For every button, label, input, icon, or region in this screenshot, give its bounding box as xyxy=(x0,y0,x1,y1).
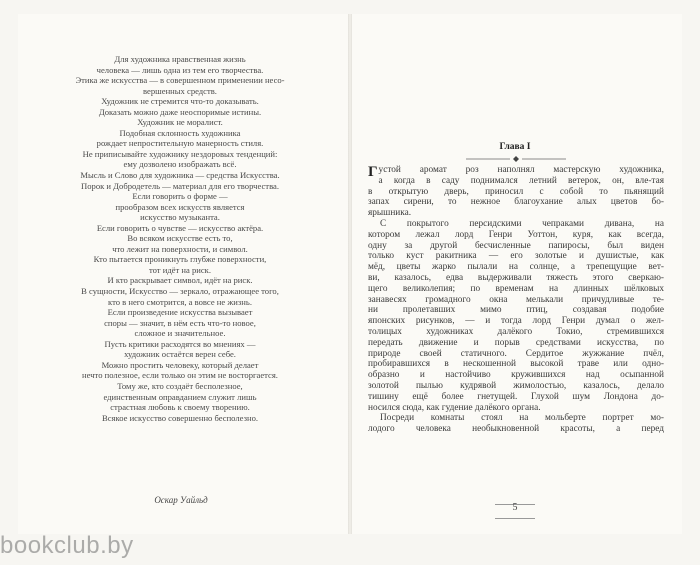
epigraph xyxy=(70,54,290,423)
text-line: тишину ещё более гнетущей. Глухой шум Лондона до- xyxy=(368,391,664,402)
text-line: ви, казалось, едва выдерживали тяжесть этого сверкаю- xyxy=(368,272,664,283)
text-line: японских рисунков, — и тогда лорд Генри думал о жел- xyxy=(368,316,664,327)
epigraph-line: Во всяком искусстве есть то, xyxy=(127,233,233,244)
text-line: образно и настойчиво кружившихся над осыпанной xyxy=(368,370,664,381)
text-line: толицых художниках далёкого Токио, стремившихся xyxy=(368,326,664,337)
text-line: только куст ракитника — его золотые и душистые, как xyxy=(368,251,664,262)
text-line: С покрытого персидскими чепраками дивана, на xyxy=(380,218,664,229)
epigraph-line: страстная любовь к своему творению. xyxy=(110,402,250,413)
epigraph-line: Всякое искусство совершенно бесполезно. xyxy=(101,412,259,423)
epigraph-line: Этика же искусства — в совершенном применении несо- xyxy=(75,75,285,86)
text-line: в открытую дверь, приносил с собой то пьянящий xyxy=(368,186,664,197)
epigraph-line: Пусть критики расходятся во мнениях — xyxy=(104,338,256,349)
text-line: мёд, цветы жарко пылали на солнце, а трепещущие вет- xyxy=(368,262,664,273)
text-line: запах сирени, то нежное благоухание алых цветов бо- xyxy=(368,197,664,208)
text-line: золотой пылью кудрявой жимолостью, казалось, делало xyxy=(368,380,664,391)
epigraph-line: прообразом всех искусств является xyxy=(115,201,245,212)
epigraph-line: Для художника нравственная жизнь xyxy=(114,54,246,64)
epigraph-line: сложное и значительное. xyxy=(134,328,226,339)
text-line: ни пролетавших мимо птиц, создавая подобие xyxy=(368,305,664,316)
epigraph-line: Порок и Добродетель — материал для его творчества. xyxy=(81,180,279,191)
text-line: занавесях громадного окна мелькали причудливые те- xyxy=(368,294,664,305)
epigraph-line: ему дозволено изображать всё. xyxy=(123,159,237,170)
epigraph-line: художник остаётся верен себе. xyxy=(124,349,236,360)
epigraph-line: что лежит на поверхности, и символ. xyxy=(112,243,248,254)
left-page xyxy=(18,14,348,534)
epigraph-line: споры — значит, в нём есть что-то новое, xyxy=(104,317,256,328)
epigraph-line: Тому же, кто создаёт бесполезное, xyxy=(117,380,243,391)
text-line: Посреди комнаты стоял на мольберте портрет мо- xyxy=(380,413,664,424)
text-line: а когда в саду поднимался летний ветерок, он, вле-тая xyxy=(378,175,664,186)
epigraph-line: искусство музыканта. xyxy=(140,212,220,223)
text-line: щего великолепия; по временам на длинных шёлковых xyxy=(368,283,664,294)
epigraph-signature: Оскар Уайльд xyxy=(154,495,208,505)
chapter-title: Глава I xyxy=(499,142,531,152)
epigraph-line: Доказать можно даже неоспоримые истины. xyxy=(98,106,262,117)
epigraph-line: рождает непростительную манерность стиля. xyxy=(96,138,264,149)
text-line: природе своей статичного. Сердитое жужжание пчёл, xyxy=(368,348,664,359)
epigraph-line: Мысль и Слово для художника — средства Искусства. xyxy=(80,170,280,181)
epigraph-line: тот идёт на риск. xyxy=(148,264,211,275)
chapter-ornament-icon xyxy=(466,155,566,163)
text-line: Густой аромат роз наполнял мастерскую художника, xyxy=(368,164,664,180)
page-number: 5 xyxy=(512,502,518,513)
epigraph-line: нечто полезное, если только он этим не восторгается. xyxy=(82,370,278,381)
right-page xyxy=(352,14,682,534)
text-line: одну за другой бесчисленные папиросы, был виден xyxy=(368,240,664,251)
watermark-logo: bookclub.by xyxy=(0,532,134,559)
text-line: носился сюда, как гудение далёкого органа. xyxy=(368,402,541,413)
epigraph-line: вершенных средств. xyxy=(143,85,217,96)
chapter-body-text xyxy=(368,165,664,435)
text-line: пробиравшихся в нескошенной высокой траве или одно- xyxy=(368,359,664,370)
epigraph-line: Если говорить о чувстве — искусство актёра. xyxy=(96,222,264,233)
epigraph-line: Если произведение искусства вызывает xyxy=(107,307,253,318)
epigraph-line: Художник не моралист. xyxy=(137,117,223,128)
epigraph-line: Художник не стремится что-то доказывать. xyxy=(101,96,259,107)
text-line: ярышника. xyxy=(368,208,412,219)
epigraph-line: единственным оправданием служит лишь xyxy=(103,391,257,402)
epigraph-line: Подобная склонность художника xyxy=(119,127,241,138)
text-line: котором лежал лорд Генри Уоттон, куря, как всегда, xyxy=(368,229,664,240)
drop-cap: Г xyxy=(368,164,378,180)
epigraph-line: человека — лишь одна из тем его творчества. xyxy=(96,64,264,75)
epigraph-line: И кто раскрывает символ, идёт на риск. xyxy=(107,275,253,286)
epigraph-line: В сущности, Искусство — зеркало, отражающее того, xyxy=(81,286,279,297)
epigraph-line: Не приписывайте художнику нездоровых тенденций: xyxy=(82,148,278,159)
text-line: передать движение и порыв средствами искусства, по xyxy=(368,337,664,348)
epigraph-line: Кто пытается проникнуть глубже поверхности, xyxy=(93,254,267,265)
epigraph-line: Если говорить о форме — xyxy=(132,191,228,202)
text-line: лодого человека необыкновенной красоты, а перед xyxy=(368,424,664,435)
epigraph-line: Можно простить человеку, который делает xyxy=(101,359,259,370)
epigraph-line: кто в него смотрится, а вовсе не жизнь. xyxy=(108,296,252,307)
